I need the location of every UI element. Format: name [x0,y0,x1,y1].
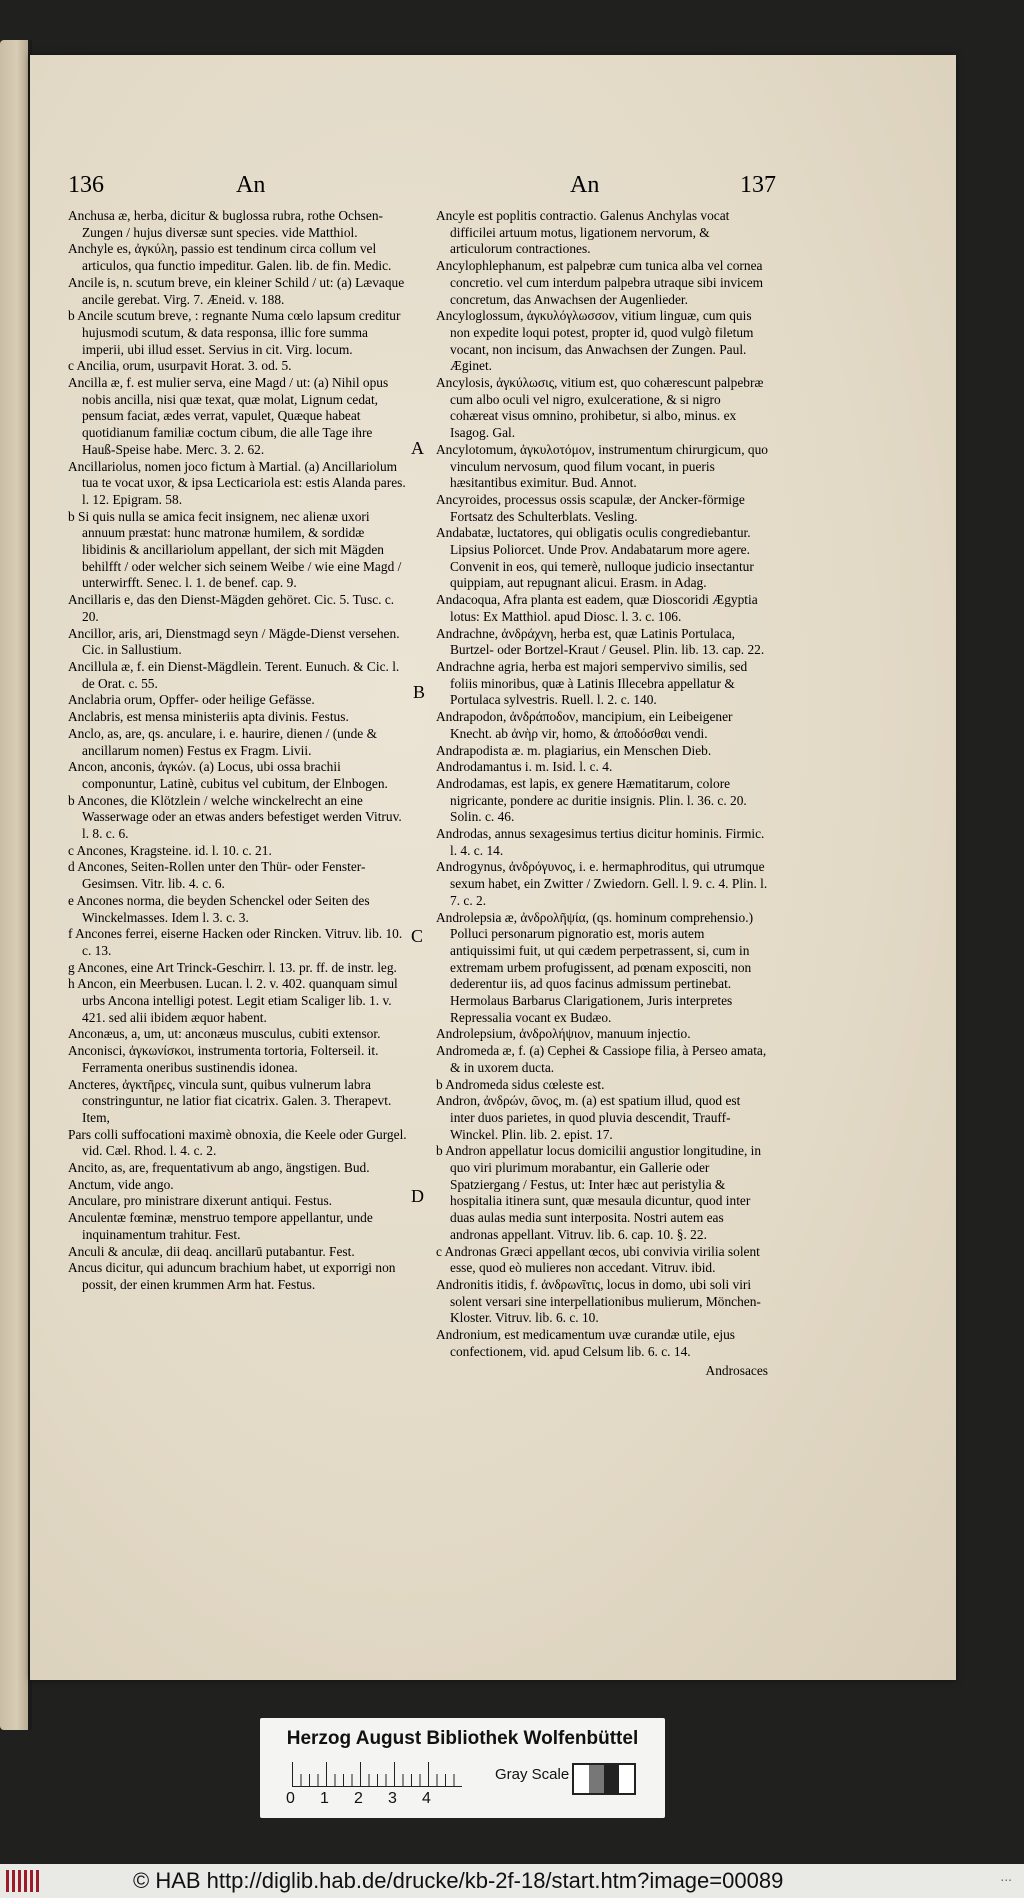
margin-marker-c: C [411,926,424,946]
dictionary-entry: c Ancones, Kragsteine. id. l. 10. c. 21. [68,842,272,858]
dictionary-entry: Ancillor, aris, ari, Dienstmagd seyn / Mägde-Dienst versehen. Cic. in Sallustium. [68,625,400,658]
ruler-number: 2 [354,1790,363,1807]
dictionary-entry: Anchyle es, ἀγκύλη, passio est tendinum circa collum vel articulos, qua functio impeditur. Galen. lib. de fin. Medic. [68,241,392,274]
ruler-number: 1 [320,1790,329,1807]
right-column [436,208,768,1379]
dictionary-entry: Ancteres, ἀγκτῆρες, vincula sunt, quibus vulnerum labra constringuntur, ne latior fiat cicatrix. Galen. 3. Therapevt. Item, [68,1076,392,1125]
left-page-edge [0,40,28,1730]
dictionary-entry: Andron, ἀνδρών, ῶνος, m. (a) est spatium illud, quod est inter duos parietes, in quod pluvia descendit, Trauff-Winckel. Plin. lib. 2. epist. 17. [436,1093,741,1142]
dictionary-entry: Androdas, annus sexagesimus tertius dicitur hominis. Firmic. l. 4. c. 14. [436,826,765,858]
dictionary-entry: e Ancones norma, die beyden Schenckel oder Seiten des Winckelmasses. Idem l. 3. c. 3. [68,892,370,925]
dictionary-entry: b Si quis nulla se amica fecit insignem, nec alienæ uxori annuum præstat: hunc matronæ humilem, & sordidæ libidinis & ancillariolum appellant, der sich mit Mägden behilfft / oder welcher sich seinem Weibe / wie eine Magd / unterwirfft. Senec. l. 1. de benef. cap. 9. [68,508,402,591]
dictionary-entry: Ancilla æ, f. est mulier serva, eine Magd / ut: (a) Nihil opus nobis ancilla, nisi quæ texat, quæ molat, Lignum cedat, pensum faciat, ædes verrat, vapulet, Quæque habeat quotidianum familiæ coctum cibum, die alle Tage ihre Hauß-Speise habe. Merc. 3. 2. 62. [68,375,389,457]
left-column [68,208,408,1294]
gray-swatch [589,1765,604,1793]
gray-swatch [604,1765,619,1793]
dictionary-entry: Anchusa æ, herba, dicitur & buglossa rubra, rothe Ochsen-Zungen / hujus diversæ sunt species. vide Matthiol. [68,208,383,240]
dictionary-entry: Ancylosis, ἀγκύλωσις, vitium est, quo cohærescunt palpebræ cum albo oculi vel nigro, exulceratione, & si nigro cohæreat visus omnino, prohibetur, si albo, minus. ex Isagog. Gal. [436,375,764,441]
dictionary-entry: Ancyroides, processus ossis scapulæ, der Ancker-förmige Fortsatz des Schulterblats. Vesling. [436,491,745,524]
dictionary-entry: b Andromeda sidus cœleste est. [436,1076,605,1092]
dictionary-entry: d Ancones, Seiten-Rollen unter den Thür- oder Fenster-Gesimsen. Vitr. lib. 4. c. 6. [68,859,366,892]
dictionary-entry: Anconisci, ἀγκωνίσκοι, instrumenta tortoria, Folterseil. it. Ferramenta oneribus sustinendis idonea. [68,1043,379,1075]
dictionary-entry: Andromeda æ, f. (a) Cephei & Cassiope filia, à Perseo amata, & in uxorem ducta. [436,1043,767,1075]
gray-scale-swatch [572,1763,636,1795]
dictionary-entry: g Ancones, eine Art Trinck-Geschirr. l. 13. pr. ff. de instr. leg. [68,959,397,975]
ruler-number: 4 [422,1790,431,1807]
catchword: Androsaces [705,1362,768,1378]
margin-marker-a: A [411,438,424,458]
dictionary-entry: Ancito, as, are, frequentativum ab ango, ängstigen. Bud. [68,1160,370,1176]
dictionary-entry: c Andronas Græci appellant œcos, ubi convivia virilia solent esse, quod eò mulieres non accedant. Vitruv. ibid. [436,1243,760,1276]
dictionary-entry: Ancillariolus, nomen joco fictum à Martial. (a) Ancillariolum tua te vocat uxor, & ipsa Lecticariola est: estis Alanda pares. l. 12. Epigram. 58. [68,458,406,507]
dictionary-entry: Ancus dicitur, qui aduncum brachium habet, ut exporrigi non possit, der einen krummen Arm hat. Festus. [68,1260,396,1292]
ruler-number: 3 [388,1790,397,1807]
dictionary-entry: Androgynus, ἀνδρόγυνος, i. e. hermaphroditus, qui utrumque sexum habet, ein Zwitter / Zwiedorn. Gell. l. 9. c. 4. Plin. l. 7. c. 2. [436,859,768,908]
more-icon[interactable]: ... [1000,1868,1012,1884]
dictionary-entry: Androdamantus i. m. Isid. l. c. 4. [436,759,613,775]
dictionary-entry: Ancylophlephanum, est palpebræ cum tunica alba vel cornea concretio. vel cum interdum palpebra utraque sibi invicem concretum, das Anwachsen der Augenlieder. [436,258,764,307]
dictionary-entry: b Andron appellatur locus domicilii angustior longitudine, in quo viri plurimum morabantur, ein Gallerie oder Spatziergang / Festus, ut: Inter hæc aut peristylia & hospitalia itinera sunt, quæ mesaula dicuntur, quod inter duas aulas media sunt interposita. Nostri autem eas andronas appellant. Vitruv. lib. 6. cap. 10. §. 22. [436,1143,762,1242]
page-header [68,172,776,202]
margin-marker-b: B [413,682,426,702]
viewer-footer [0,1864,1024,1898]
dictionary-entry: c Ancilia, orum, usurpavit Horat. 3. od. 5. [68,358,292,374]
hab-logo-icon [6,1870,40,1892]
scale-ruler [292,1762,462,1787]
guide-word-left: An [236,172,266,198]
dictionary-entry: Ancylotomum, ἀγκυλοτόμον, instrumentum chirurgicum, quo vinculum nervosum, quod filum vocant, in pueris hæsitantibus eximitur. Bud. Annot. [436,441,768,491]
page-number-left: 136 [68,172,104,198]
gray-swatch [619,1765,634,1793]
dictionary-entry: f Ancones ferrei, eiserne Hacken oder Rincken. Vitruv. lib. 10. c. 13. [68,926,403,958]
dictionary-entry: Andabatæ, luctatores, qui obligatis oculis congrediebantur. Lipsius Poliorcet. Unde Prov. Andabatarum more agere. Convenit in eos, qui temerè, nulloque judicio insectantur quippiam, aut repugnant alicui. Erasm. in Adag. [436,525,754,591]
page-number-right: 137 [740,172,776,198]
dictionary-entry: Ancile is, n. scutum breve, ein kleiner Schild / ut: (a) Lævaque ancile gerebat. Virg. 7. Æneid. v. 188. [68,274,405,307]
dictionary-entry: Andacoqua, Afra planta est eadem, quæ Dioscoridi Ægyptia lotus: Ex Matthiol. apud Diosc. l. 3. c. 106. [436,592,758,624]
dictionary-entry: Anculi & anculæ, dii deaq. ancillarū putabantur. Fest. [68,1243,355,1259]
dictionary-entry: Andrachne agria, herba est majori sempervivo similis, sed foliis minoribus, quæ à Latinis Illecebra appellatur & Portulaca sylvestris. Ruell. l. 2. c. 140. [436,658,748,708]
dictionary-entry: Anconæus, a, um, ut: anconæus musculus, cubiti extensor. [68,1026,381,1042]
dictionary-entry: Androlepsium, ἀνδρολήψιον, manuum injectio. [436,1026,691,1042]
dictionary-entry: Andronium, est medicamentum uvæ curandæ utile, ejus confectionem, vid. apud Celsum lib. 6. c. 14. [436,1327,736,1359]
dictionary-entry: Ancillaris e, das den Dienst-Mägden gehöret. Cic. 5. Tusc. c. 20. [68,592,395,624]
dictionary-entry: Pars colli suffocationi maximè obnoxia, die Keele oder Gurgel. vid. Cæl. Rhod. l. 4. c. 2. [68,1126,407,1159]
dictionary-entry: Andrapodista æ. m. plagiarius, ein Menschen Dieb. [436,742,712,758]
dictionary-entry: Anculare, pro ministrare dixerunt antiqui. Festus. [68,1193,333,1209]
dictionary-entry: b Ancile scutum breve, : regnante Numa cœlo lapsum creditur hujusmodi scutum, & data responsa, illic fore summa imperii, ubi illud esset. Servius in cit. Virg. locum. [68,308,401,357]
guide-word-right: An [570,172,600,198]
dictionary-entry: h Ancon, ein Meerbusen. Lucan. l. 2. v. 402. quanquam simul urbs Ancona intelligi potest. Legit etiam Scaliger lib. 1. v. 421. sed alii ibidem æquor habent. [68,976,398,1025]
ruler-numbers [286,1790,476,1810]
dictionary-entry: Anclabria orum, Opffer- oder heilige Gefässe. [68,692,315,708]
source-url[interactable]: © HAB http://diglib.hab.de/drucke/kb-2f-18/start.htm?image=00089 [133,1868,784,1893]
dictionary-entry: Ancyle est poplitis contractio. Galenus Anchylas vocat difficilei artuum motus, ligationem nervorum, & articulorum contractiones. [436,208,730,257]
dictionary-entry: Anculentæ fœminæ, menstruo tempore appellantur, unde inquinamentum trahitur. Fest. [68,1210,373,1242]
gray-swatch [574,1765,589,1793]
dictionary-entry: Ancon, anconis, ἀγκών. (a) Locus, ubi ossa brachii componuntur, Latinè, cubitus vel cubitum, der Elnbogen. [68,759,388,791]
gray-scale-label: Gray Scale [495,1766,570,1783]
dictionary-entry: Ancyloglossum, ἀγκυλόγλωσσον, vitium linguæ, cum quis non expedite loqui potest, propter id, quod vulgò filetum vocant, non incisum, das Anwachsen der Zungen. Paul. Æginet. [436,308,754,374]
dictionary-entry: Androdamas, est lapis, ex genere Hæmatitarum, colore nigricante, pondere ac duritie insignis. Plin. l. 36. c. 20. Solin. c. 46. [436,775,747,825]
dictionary-entry: Andrapodon, ἀνδράποδον, mancipium, ein Leibeigener Knecht. ab ἀνὴρ vir, homo, & ἀποδόσθαι vendi. [436,709,733,741]
ruler-number: 0 [286,1790,295,1807]
dictionary-entry: Androlepsia æ, ἀνδρολῆψία, (qs. hominum comprehensio.) Polluci personarum pignoratio est, moris autem antiquissimi fuit, ut qui cædem perpetrassent, si, cum in extremam urbem profugissent, ad pœnam exposciti, non dederentur iis, ad quos facinus admissum pertinebat. Hermolaus Barbarus Clarigationem, Juris interpretes Repressalia vocant ex Budæo. [436,909,754,1025]
dictionary-entry: Ancillula æ, f. ein Dienst-Mägdlein. Terent. Eunuch. & Cic. l. de Orat. c. 55. [68,658,400,691]
margin-marker-d: D [411,1186,424,1206]
dictionary-entry: Andrachne, ἀνδράχνη, herba est, quæ Latinis Portulaca, Burtzel- oder Bortzel-Kraut / Geusel. Plin. lib. 13. cap. 22. [436,625,765,658]
library-name: Herzog August Bibliothek Wolfenbüttel [286,1728,639,1749]
dictionary-entry: Anctum, vide ango. [68,1176,174,1192]
dictionary-entry: Anclo, as, are, qs. anculare, i. e. haurire, dienen / (unde & ancillarum nomen) Festus ex Fragm. Livii. [68,725,377,758]
dictionary-entry: Anclabris, est mensa ministeriis apta divinis. Festus. [68,709,349,725]
dictionary-entry: Andronitis itidis, f. ἀνδρωνῖτις, locus in domo, ubi soli viri solent versari sine interpellationibus mulierum, Mönchen-Kloster. Vitruv. lib. 6. c. 10. [436,1277,761,1326]
dictionary-entry: b Ancones, die Klötzlein / welche winckelrecht an eine Wasserwage oder an etwas anders befestiget werden Vitruv. l. 8. c. 6. [68,792,402,842]
library-label [260,1718,665,1818]
